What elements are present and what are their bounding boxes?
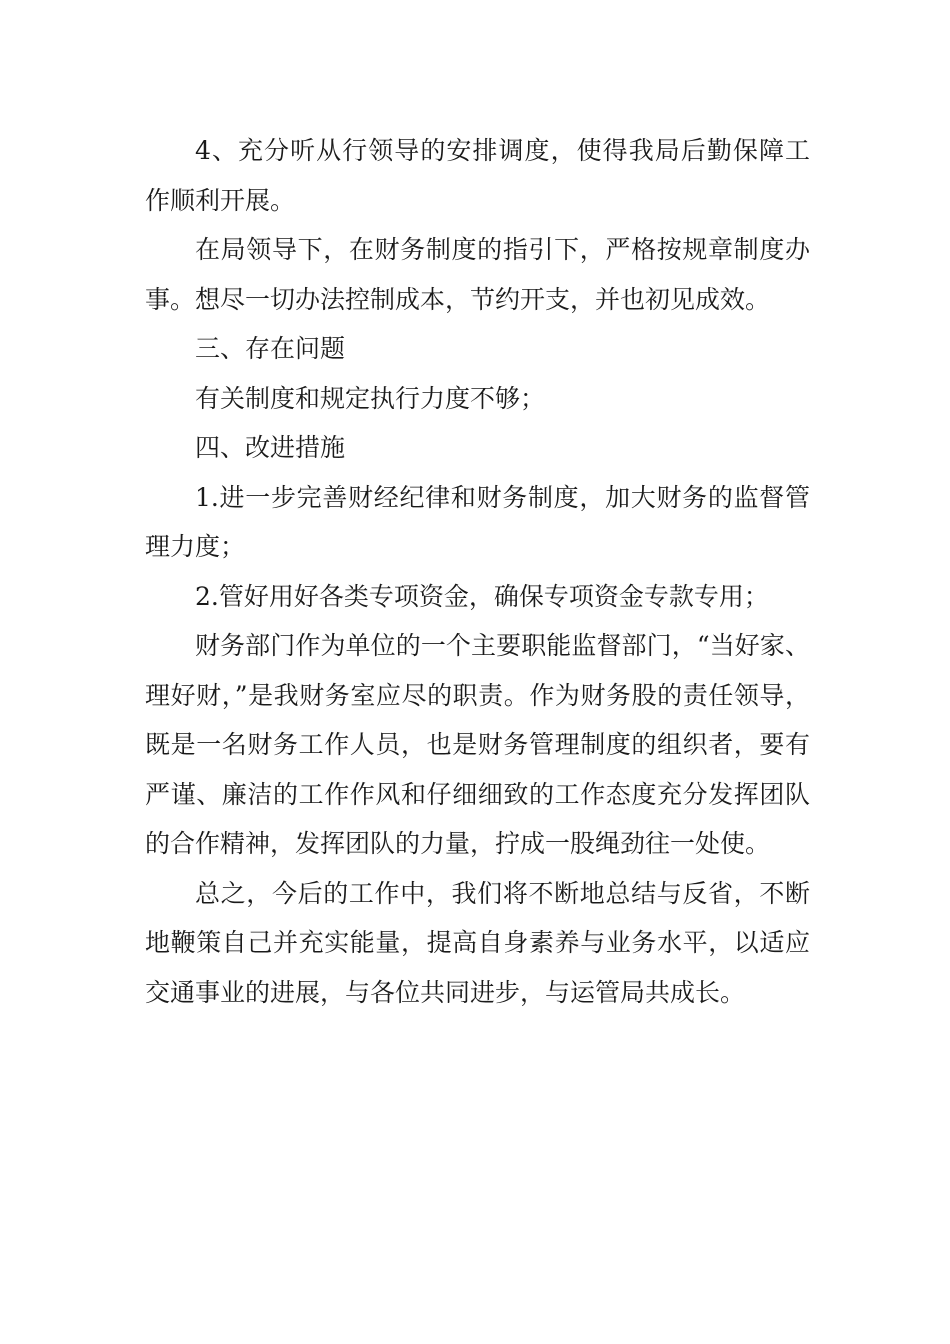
document-page <box>145 126 810 1017</box>
paragraph-measure-2: 2.管好用好各类专项资金，确保专项资金专款专用； <box>195 581 769 611</box>
paragraph-problem-statement: 有关制度和规定执行力度不够； <box>195 383 546 413</box>
heading-improvement-measures: 四、改进措施 <box>195 433 346 462</box>
paragraph-finance-rules: 在局领导下，在财务制度的指引下，严格按规章制度办事。想尽一切办法控制成本，节约开支，并也初见成效。 <box>145 235 810 314</box>
paragraph-logistics-item-4: 4、充分听从行领导的安排调度，使得我局后勤保障工作顺利开展。 <box>145 136 810 215</box>
paragraph-conclusion: 总之，今后的工作中，我们将不断地总结与反省，不断地鞭策自己并充实能量，提高自身素养与业务水平，以适应交通事业的进展，与各位共同进步，与运管局共成长。 <box>145 878 810 1007</box>
paragraph-finance-department-role: 财务部门作为单位的一个主要职能监督部门，“当好家、理好财，”是我财务室应尽的职责。作为财务股的责任领导，既是一名财务工作人员，也是财务管理制度的组织者，要有严谨、廉洁的工作作风和仔细细致的工作态度充分发挥团队的合作精神，发挥团队的力量，拧成一股绳劲往一处使。 <box>145 631 810 858</box>
paragraph-measure-1: 1.进一步完善财经纪律和财务制度，加大财务的监督管理力度； <box>145 482 810 561</box>
heading-existing-problems: 三、存在问题 <box>195 334 346 363</box>
